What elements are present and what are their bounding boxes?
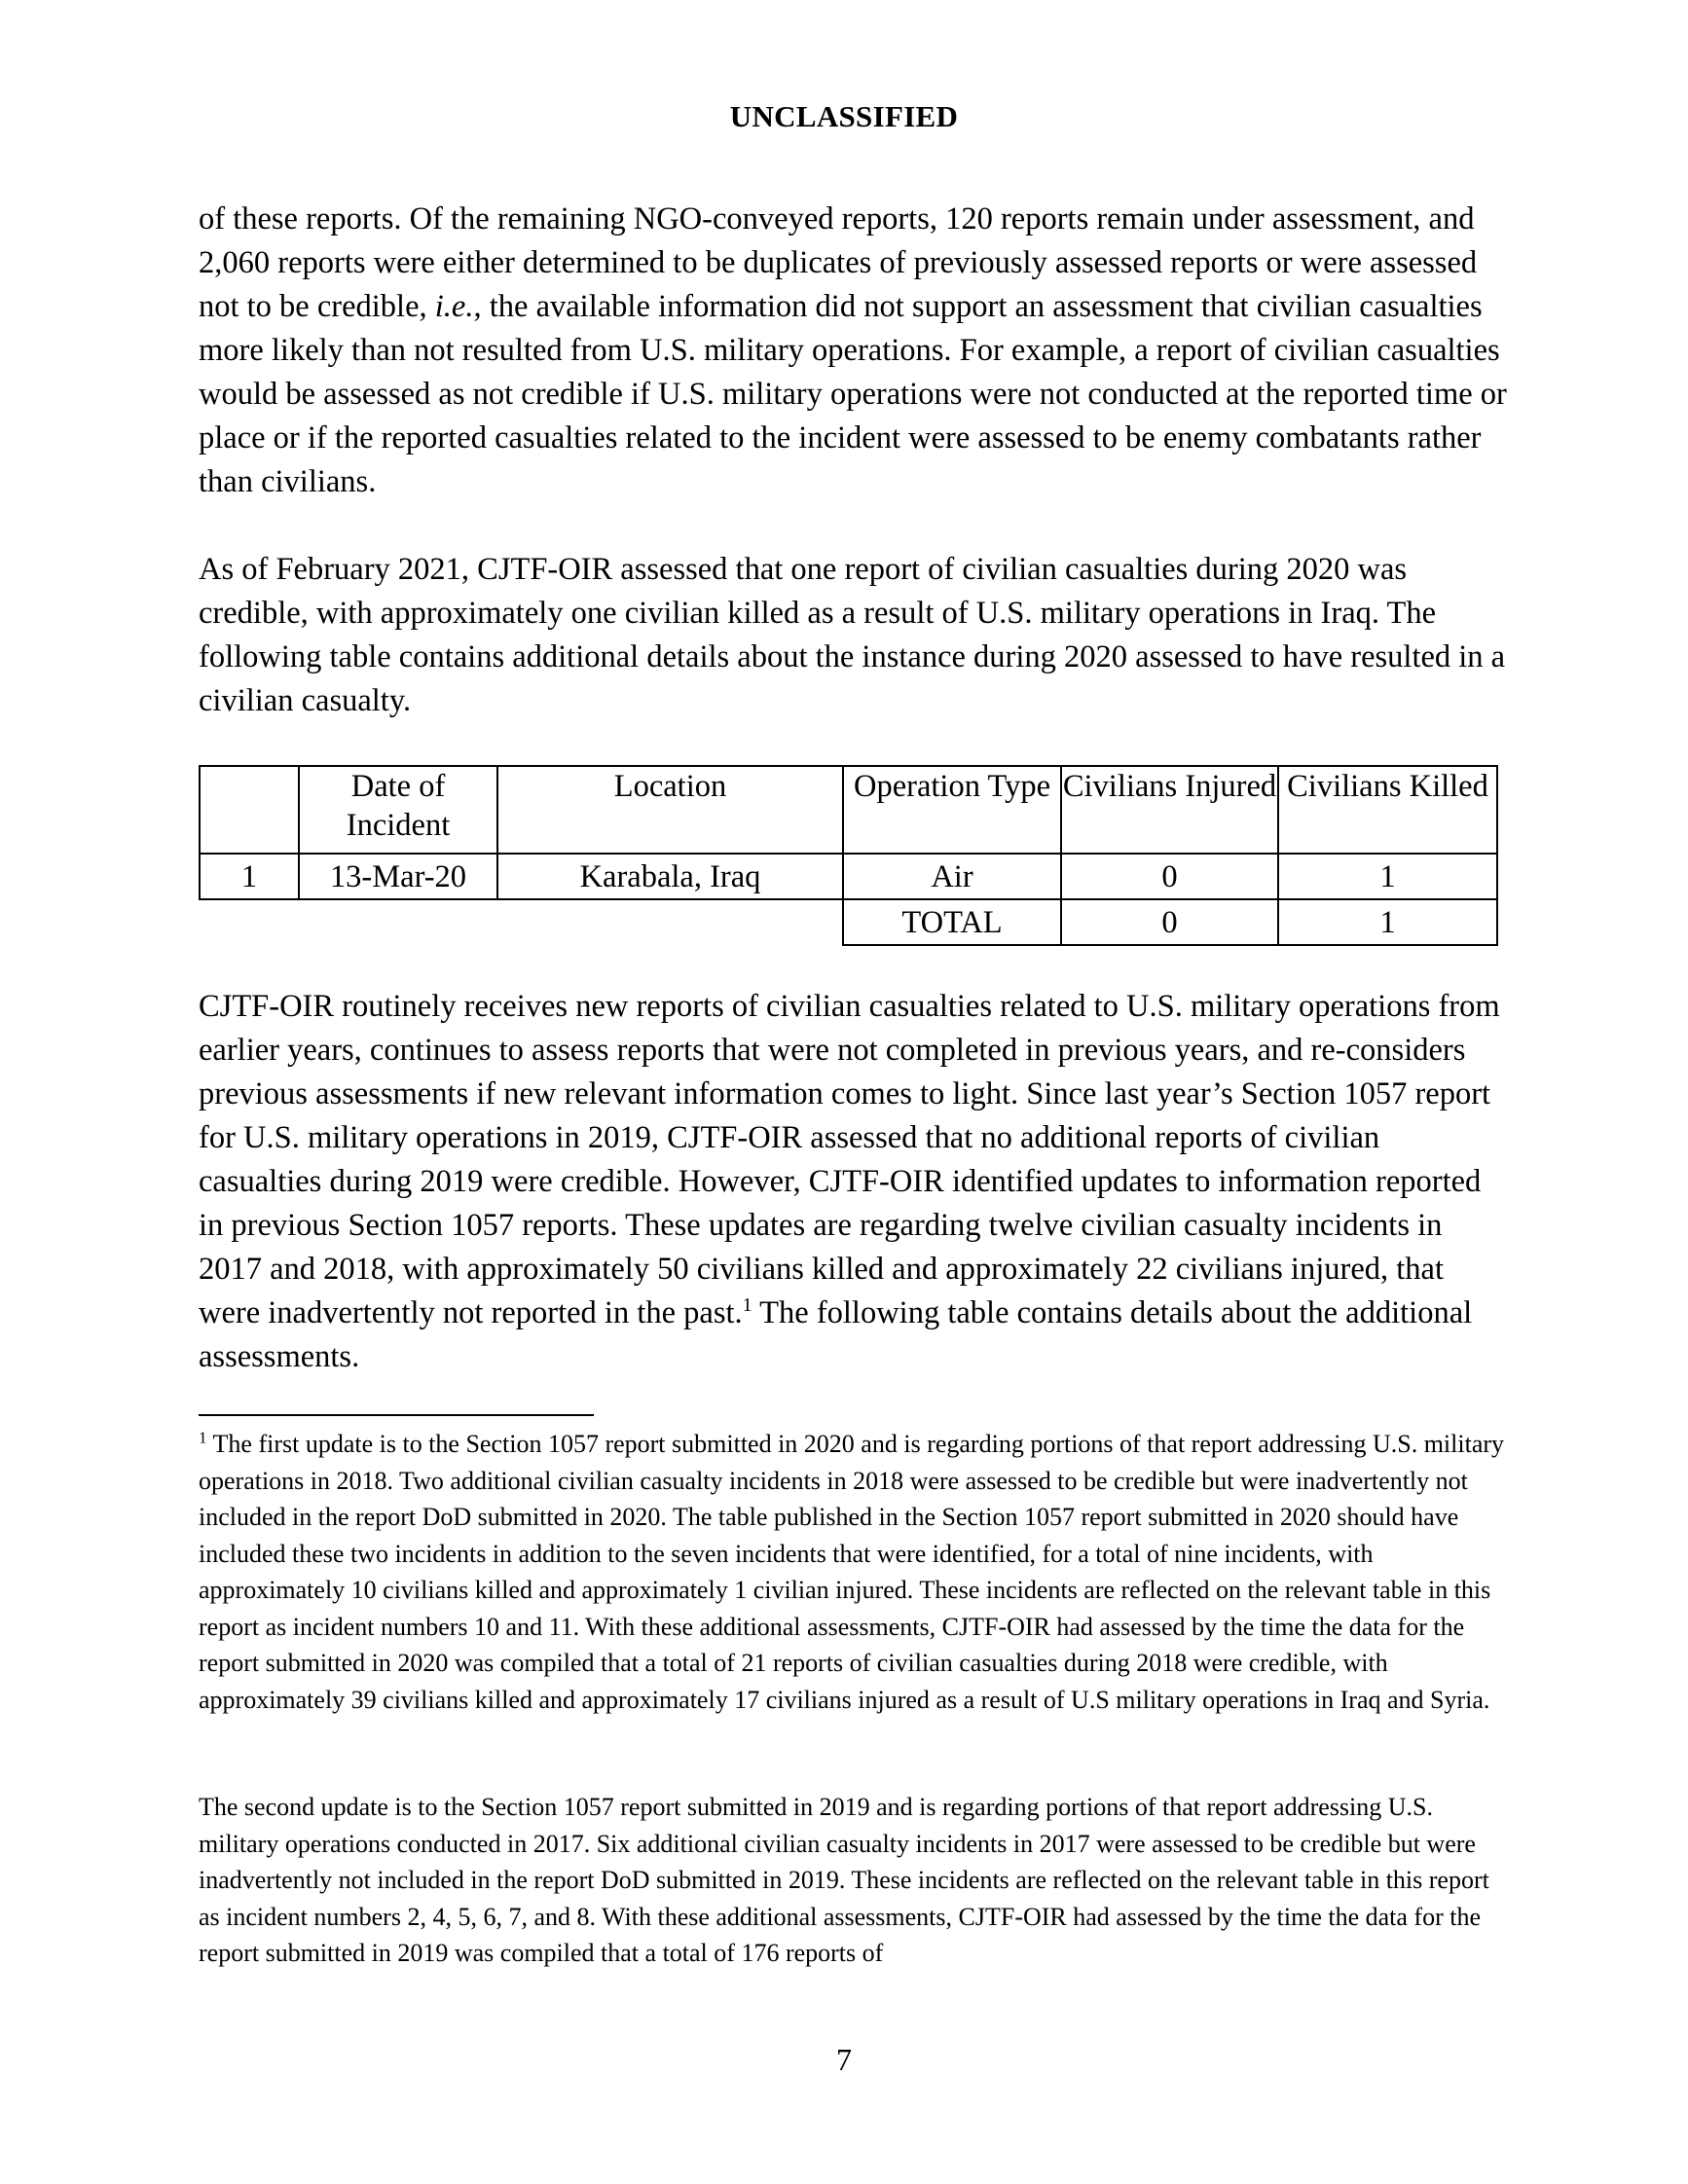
footnote-reference-1[interactable]: 1 bbox=[742, 1294, 752, 1317]
cell-number: 1 bbox=[200, 854, 299, 899]
total-label: TOTAL bbox=[843, 899, 1061, 945]
footnote-1-text: The first update is to the Section 1057 report submitted in 2020 and is regarding portions of that report addressing U.S. military operations in 2018. Two additional civilian casualty incidents in 2018 were assessed to be credible but were inadvertently not included in the report DoD submitted in 2020. The table published in the Section 1057 report submitted in 2020 should have included these two incidents in addition to the seven incidents that were identified, for a total of nine incidents, with approximately 10 civilians killed and approximately 1 civilian injured. These incidents are reflected on the relevant table in this report as incident numbers 10 and 11. With these additional assessments, CJTF-OIR had assessed by the time the data for the report submitted in 2020 was compiled that a total of 21 reports of civilian casualties during 2018 were credible, with approximately 39 civilians killed and approximately 17 civilians injured as a result of U.S military operations in Iraq and Syria. bbox=[199, 1430, 1505, 1714]
paragraph-3-text: CJTF-OIR routinely receives new reports of civilian casualties related to U.S. military operations from earlier years, continues to assess reports that were not completed in previous years, and re-considers previous assessments if new relevant information comes to light. Since last year’s Section 1057 report for U.S. military operations in 2019, CJTF-OIR assessed that no additional reports of civilian casualties during 2019 were credible. However, CJTF-OIR identified updates to information reported in previous Section 1057 reports. These updates are regarding twelve civilian casualty incidents in 2017 and 2018, with approximately 50 civilians killed and approximately 22 civilians injured, that were inadvertently not reported in the past. bbox=[199, 989, 1500, 1330]
cell-civilians-killed: 1 bbox=[1278, 854, 1497, 899]
footnote-1-continuation: The second update is to the Section 1057 report submitted in 2019 and is regarding portions of that report addressing U.S. military operations conducted in 2017. Six additional civilian casualty incidents in 2017 were assessed to be credible but were inadvertently not included in the report DoD submitted in 2019. These incidents are reflected on the relevant table in this report as incident numbers 2, 4, 5, 6, 7, and 8. With these additional assessments, CJTF-OIR had assessed by the time the data for the report submitted in 2019 was compiled that a total of 176 reports of bbox=[199, 1793, 1489, 1967]
header-number bbox=[200, 766, 299, 854]
page-number: 7 bbox=[836, 2042, 852, 2077]
footnote-separator bbox=[199, 1414, 594, 1416]
header-location: Location bbox=[497, 766, 843, 854]
paragraph-1-text: of these reports. Of the remaining NGO-conveyed reports, 120 reports remain under assessment, and 2,060 reports were either determined to be duplicates of previously assessed reports or were assessed not to be credible, bbox=[199, 201, 1478, 324]
table-header-row bbox=[200, 766, 1497, 854]
classification-banner: UNCLASSIFIED bbox=[729, 99, 959, 133]
table-row bbox=[200, 854, 1497, 899]
cell-operation-type: Air bbox=[843, 854, 1061, 899]
body-paragraph-3 bbox=[199, 985, 1508, 1379]
civilian-casualty-table bbox=[199, 765, 1498, 946]
body-paragraph-2: As of February 2021, CJTF-OIR assessed that one report of civilian casualties during 2020 was credible, with approximately one civilian killed as a result of U.S. military operations in Iraq. The following table contains additional details about the instance during 2020 assessed to have resulted in a civilian casualty. bbox=[199, 552, 1506, 718]
paragraph-1-italic: i.e. bbox=[434, 289, 474, 324]
footnote-1-marker: 1 bbox=[199, 1428, 207, 1447]
total-civilians-killed: 1 bbox=[1278, 899, 1497, 945]
cell-location: Karabala, Iraq bbox=[497, 854, 843, 899]
total-civilians-injured: 0 bbox=[1061, 899, 1278, 945]
body-paragraph-1 bbox=[199, 198, 1508, 504]
table-total-row bbox=[200, 899, 1497, 945]
cell-civilians-injured: 0 bbox=[1061, 854, 1278, 899]
paragraph-1-text-rest: , the available information did not support an assessment that civilian casualties more likely than not resulted from U.S. military operations. For example, a report of civilian casualties would be assessed as not credible if U.S. military operations were not conducted at the reported time or place or if the reported casualties related to the incident were assessed to be enemy combatants rather than civilians. bbox=[199, 289, 1507, 499]
footnote-1 bbox=[199, 1426, 1508, 1718]
header-operation-type: Operation Type bbox=[843, 766, 1061, 854]
cell-date: 13-Mar-20 bbox=[299, 854, 497, 899]
header-civilians-injured: Civilians Injured bbox=[1061, 766, 1278, 854]
paragraph-3-text-rest: The following table contains details about the additional assessments. bbox=[199, 1295, 1473, 1374]
header-civilians-killed: Civilians Killed bbox=[1278, 766, 1497, 854]
header-date: Date of Incident bbox=[299, 766, 497, 854]
